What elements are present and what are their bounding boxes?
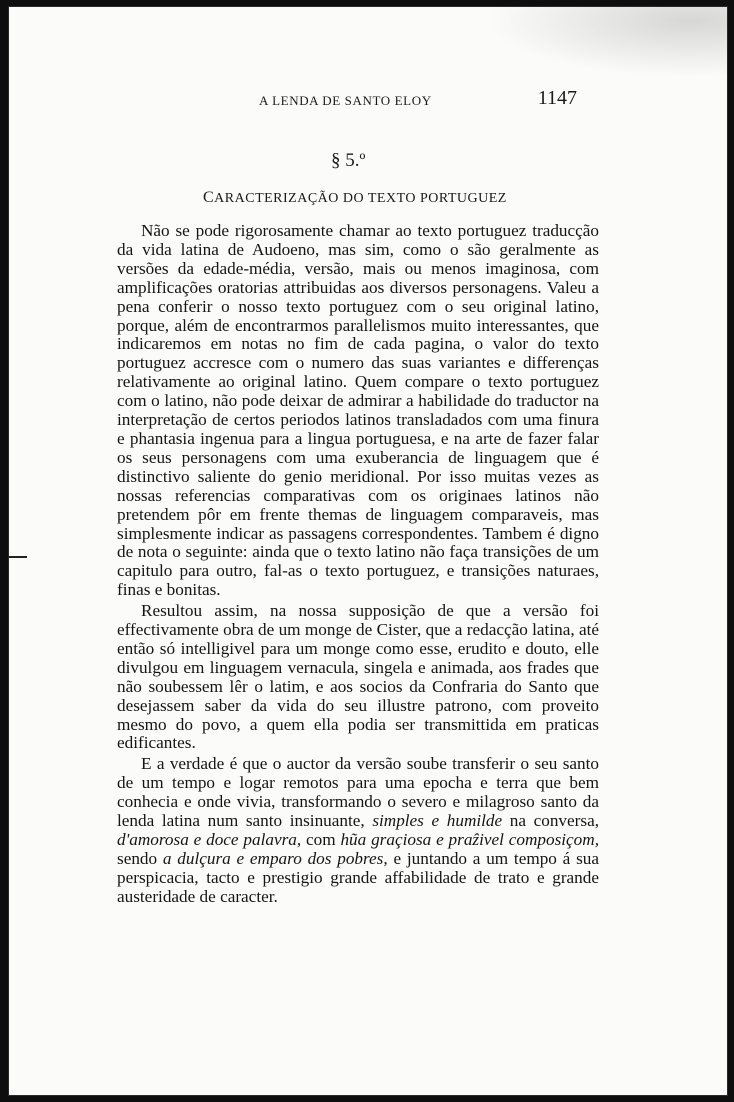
italic-phrase: d'amorosa e doce palavra, xyxy=(117,830,302,849)
paragraph xyxy=(117,602,599,753)
page-number: 1147 xyxy=(537,87,577,109)
margin-mark xyxy=(9,556,27,558)
text-run: Não se pode rigorosamente chamar ao texto portuguez traducção da vida latina de Audoeno, mas sim, como o são geralmente as versões da edade-média, versão, mais ou menos imaginosa, com amplificações oratorias attribuidas aos diversos personagens. Valeu a pena conferir o nosso texto portuguez com o seu original latino, porque, além de encontrarmos parallelismos muito interessantes, que indicaremos em notas no fim de cada pagina, o valor do texto portuguez accresce com o numero das suas variantes e differenças relativamente ao original latino. Quem compare o texto portuguez com o latino, não pode deixar de admirar a habilidade do traductor na interpretação de certos periodos latinos transladados com uma finura e phantasia ingenua para a lingua portuguesa, e na arte de fazer falar os seus personagens com uma exuberancia de linguagem que é distinctivo saliente do genio meridional. Por isso muitas vezes as nossas referencias comparativas com os originaes latinos não pretendem pôr em frente themas de linguagem comparaveis, mas simplesmente indicar as passagens correspondentes. Tambem é digno de nota o seguinte: ainda que o texto latino não faça transições de um capitulo para outro, fal-as o texto portuguez, e transições naturaes, finas e bonitas. xyxy=(117,221,599,600)
italic-phrase: hũa graçiosa e praẑivel composiçom, xyxy=(340,830,599,849)
scan-smudge xyxy=(487,7,727,77)
running-head: A LENDA DE SANTO ELOY xyxy=(259,93,432,108)
section-title-initial: C xyxy=(203,189,215,206)
paragraph xyxy=(117,755,599,906)
text-run: sendo xyxy=(117,848,163,868)
text-run: Resultou assim, na nossa supposição de que a versão foi effectivamente obra de um monge de Cister, que a redacção latina, até então só intelligivel para um monge como esse, erudito e douto, elle divulgou em linguagem vernacula, singela e animada, aos frades que não soubessem lêr o latim, e aos socios da Confraria do Santo que desejassem saber da vida do seu illustre patrono, com proveito mesmo do povo, a quem ella podia ser transmittida em praticas edificantes. xyxy=(117,601,599,753)
book-page xyxy=(8,6,728,1096)
text-run: e juntando a um tempo á sua perspicacia, tacto e prestigio grande affabilidade de trato e grande austeridade de caracter. xyxy=(117,848,599,906)
section-number: § 5.º xyxy=(331,150,366,171)
text-run: E a verdade é que o auctor da versão soube transferir o seu santo de um tempo e logar remotos para uma epocha e terra que bem conhecia e onde vivia, transformando o severo e milagroso santo da lenda latina num santo insinuante, xyxy=(117,754,599,831)
body-text xyxy=(117,222,599,907)
text-run: na conversa, xyxy=(502,811,599,831)
paragraph xyxy=(117,222,599,600)
text-run: com xyxy=(301,830,341,849)
section-title xyxy=(203,189,507,207)
section-title-rest: ARACTERIZAÇÃO DO TEXTO PORTUGUEZ xyxy=(214,191,507,206)
italic-phrase: simples e humilde xyxy=(372,811,503,831)
italic-phrase: a dulçura e emparo dos pobres, xyxy=(162,848,388,868)
